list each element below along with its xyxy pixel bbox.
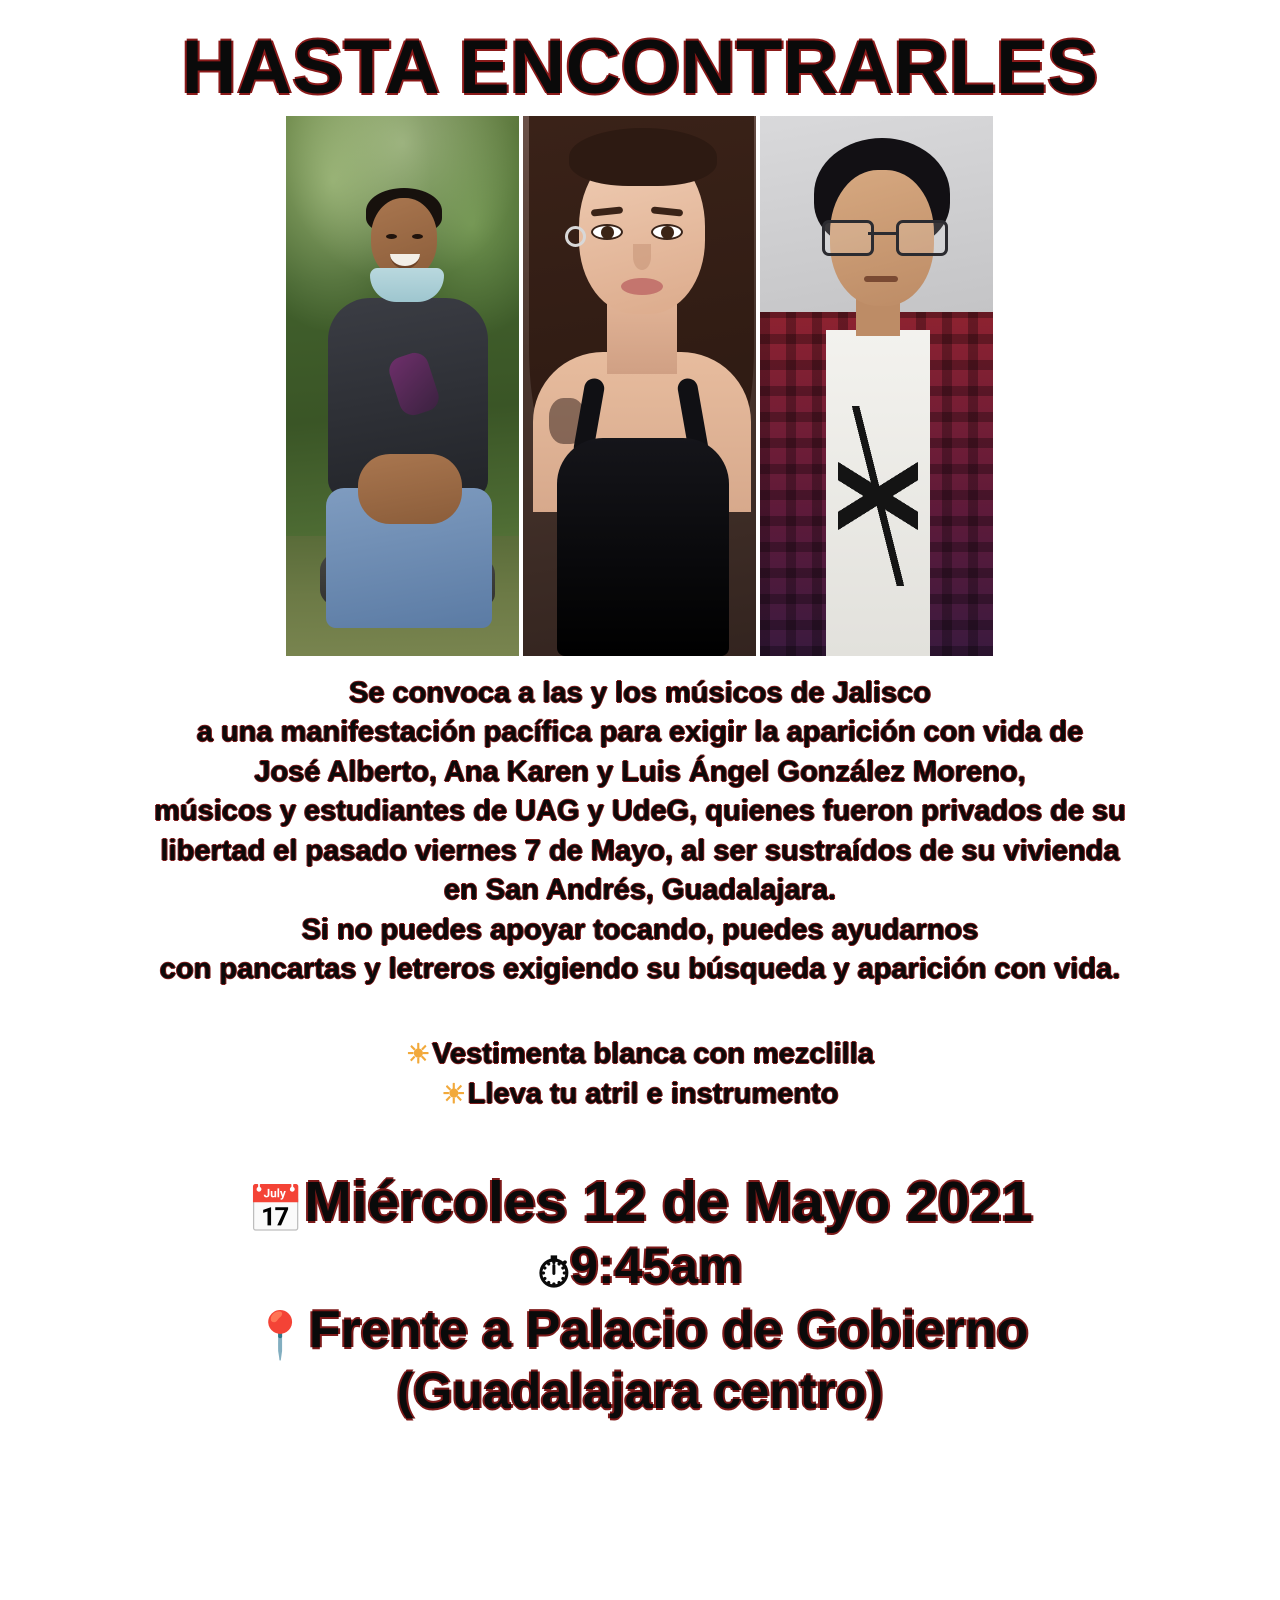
photo2-iris-left — [601, 226, 614, 239]
map-pin-icon: 📍 — [251, 1308, 309, 1361]
event-time — [247, 1235, 1033, 1300]
announcement-line: libertad el pasado viernes 7 de Mayo, al ser sustraídos de su vivienda — [160, 834, 1120, 867]
event-time-label: 9:45am — [570, 1238, 743, 1295]
announcement-line: músicos y estudiantes de UAG y UdeG, quienes fueron privados de su — [154, 795, 1126, 828]
photo2-nose — [633, 244, 651, 270]
announcement-line: José Alberto, Ana Karen y Luis Ángel González Moreno, — [254, 755, 1026, 788]
event-date — [247, 1171, 1033, 1236]
photo2-neck — [607, 304, 677, 374]
ana-karen-photo — [523, 116, 756, 656]
photo3-mouth — [864, 276, 898, 282]
instructions-list — [406, 1034, 874, 1115]
event-date-label: Miércoles 12 de Mayo 2021 — [304, 1169, 1033, 1234]
photo3-lens-right — [896, 220, 948, 256]
list-item-label: Vestimenta blanca con mezclilla — [432, 1037, 874, 1070]
photo3-glasses — [822, 220, 942, 250]
announcement-line: Si no puedes apoyar tocando, puedes ayudarnos — [301, 913, 979, 946]
stopwatch-icon: ⏱ — [537, 1249, 571, 1297]
list-item — [406, 1074, 874, 1115]
photo1-face-mask — [370, 268, 444, 302]
photo1-eye-left — [386, 234, 397, 239]
announcement-line: Se convoca a las y los músicos de Jalisco — [349, 677, 931, 709]
event-location-label: Frente a Palacio de Gobierno — [308, 1300, 1029, 1359]
page-title: HASTA ENCONTRARLES — [181, 25, 1099, 110]
photo3-lens-left — [822, 220, 874, 256]
event-location — [247, 1300, 1033, 1362]
jose-alberto-photo — [286, 116, 519, 656]
announcement-text — [20, 674, 1260, 990]
event-location-secondary: (Guadalajara centro) — [396, 1362, 884, 1419]
luis-angel-photo — [760, 116, 993, 656]
sun-icon: ☀ — [406, 1038, 431, 1069]
photo1-eye-right — [412, 234, 423, 239]
photo2-tank-top — [557, 438, 729, 656]
photo1-arms — [358, 454, 462, 524]
photo3-glasses-bridge — [868, 232, 896, 235]
photo2-iris-right — [661, 226, 674, 239]
list-item-label: Lleva tu atril e instrumento — [467, 1078, 839, 1111]
list-item — [406, 1034, 874, 1075]
event-details — [247, 1171, 1033, 1421]
calendar-icon: 📅 — [246, 1182, 305, 1235]
sun-icon: ☀ — [441, 1079, 466, 1110]
photo2-lips — [621, 278, 663, 295]
photo-strip — [286, 116, 994, 656]
photo3-tshirt-graphic — [838, 406, 918, 586]
photo2-earring — [565, 226, 586, 247]
announcement-line: a una manifestación pacífica para exigir la aparición con vida de — [196, 716, 1084, 749]
announcement-line: en San Andrés, Guadalajara. — [443, 874, 837, 907]
announcement-line: con pancartas y letreros exigiendo su búsqueda y aparición con vida. — [159, 953, 1121, 986]
photo2-bangs — [569, 128, 717, 186]
